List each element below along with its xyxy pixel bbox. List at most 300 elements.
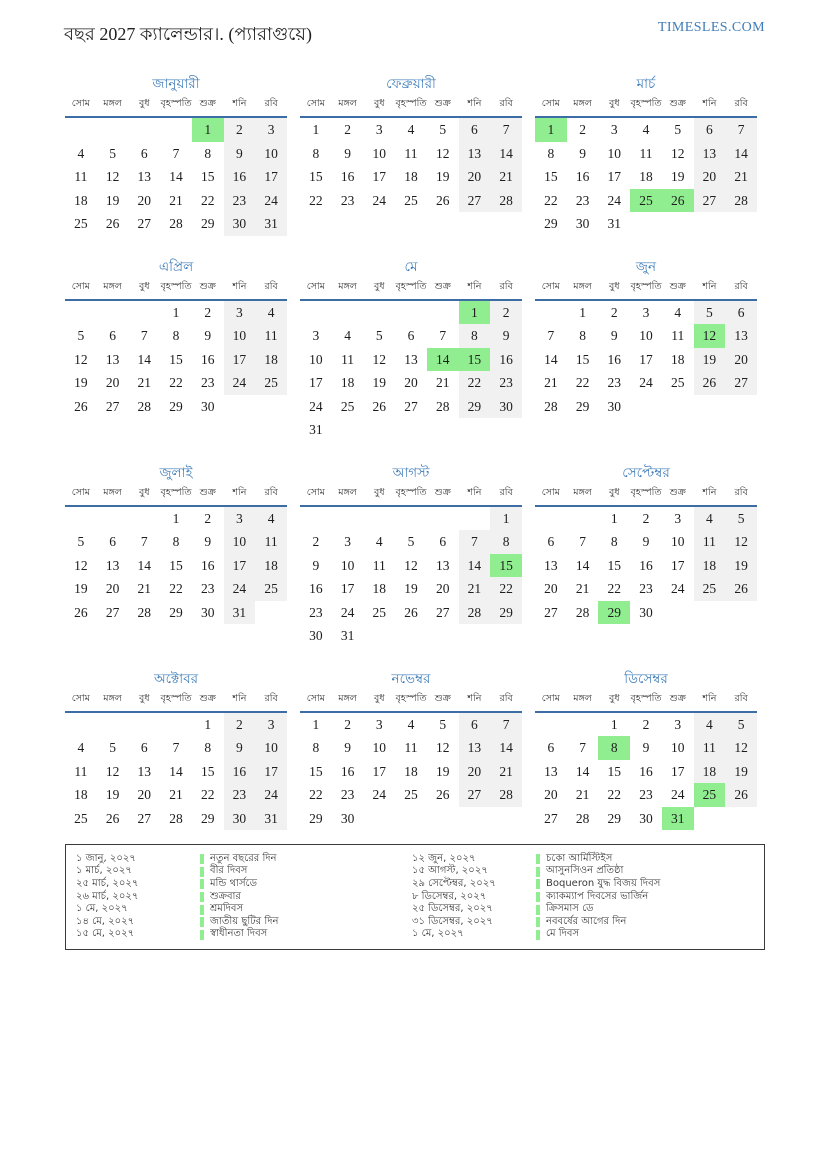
day-cell: 4 bbox=[255, 301, 287, 325]
day-cell: 31 bbox=[255, 212, 287, 236]
day-cell: 16 bbox=[639, 763, 653, 779]
month-7 bbox=[65, 462, 287, 648]
legend-date: ৮ ডিসেম্বর, ২০২৭ bbox=[412, 890, 487, 902]
weekday-label: শনি bbox=[232, 98, 247, 109]
day-cell: 5 bbox=[407, 534, 415, 549]
empty-cell bbox=[694, 807, 726, 831]
day-cell: 15 bbox=[607, 557, 622, 573]
day-cell: 20 bbox=[137, 787, 152, 802]
day-cell: 7 bbox=[579, 534, 586, 549]
day-cell: 7 bbox=[140, 534, 148, 549]
day-cell: 6 bbox=[140, 145, 148, 161]
legend-name: জাতীয় ছুটির দিন bbox=[210, 915, 279, 927]
weekday-label: মঙ্গল bbox=[103, 98, 122, 109]
legend-date: ১ মে, ২০২৭ bbox=[76, 903, 128, 915]
day-cell: 1 bbox=[535, 118, 567, 142]
month-9 bbox=[535, 462, 757, 648]
day-cell: 31 bbox=[224, 601, 256, 625]
day-cell: 8 bbox=[204, 740, 212, 755]
weekday-label: বৃহস্পতি bbox=[160, 98, 192, 109]
day-cell: 25 bbox=[74, 216, 88, 231]
legend-name: ক্রিসমাস ডে bbox=[546, 903, 594, 915]
empty-cell bbox=[694, 601, 726, 625]
weekday-label: সোম bbox=[71, 486, 90, 498]
day-cell: 17 bbox=[639, 351, 653, 367]
weekday-label: সোম bbox=[541, 98, 560, 109]
day-cell: 17 bbox=[372, 169, 387, 184]
weekday-label: সোম bbox=[541, 280, 560, 292]
day-cell: 21 bbox=[725, 165, 757, 189]
day-cell: 5 bbox=[375, 328, 383, 343]
month-2 bbox=[300, 73, 522, 236]
day-cell: 5 bbox=[77, 534, 85, 549]
day-cell: 7 bbox=[547, 328, 555, 343]
weekday-label: বৃহস্পতি bbox=[160, 486, 192, 498]
day-cell: 18 bbox=[74, 192, 88, 208]
empty-cell bbox=[97, 713, 129, 737]
weekday-label: রবি bbox=[499, 98, 513, 109]
day-cell: 23 bbox=[575, 192, 590, 208]
legend-name: চকো আর্মিস্টিইস bbox=[546, 852, 613, 864]
day-cell: 10 bbox=[670, 534, 685, 549]
empty-cell bbox=[128, 118, 160, 142]
day-cell: 19 bbox=[74, 375, 88, 390]
day-cell: 12 bbox=[105, 169, 120, 184]
weekday-label: বুধ bbox=[138, 280, 150, 292]
day-cell: 28 bbox=[575, 604, 590, 620]
empty-cell bbox=[490, 418, 522, 442]
day-grid bbox=[535, 301, 757, 419]
day-cell: 3 bbox=[344, 534, 351, 549]
day-cell: 9 bbox=[224, 736, 256, 760]
day-cell: 1 bbox=[312, 122, 320, 137]
day-cell: 8 bbox=[172, 534, 180, 549]
day-cell: 24 bbox=[224, 577, 256, 601]
month-10 bbox=[65, 668, 287, 831]
empty-cell bbox=[694, 212, 726, 236]
day-cell: 22 bbox=[544, 192, 558, 208]
day-cell: 3 bbox=[375, 716, 383, 732]
weekday-label: রবি bbox=[499, 486, 513, 498]
day-cell: 4 bbox=[407, 716, 415, 732]
day-cell: 21 bbox=[137, 581, 152, 596]
month-12 bbox=[535, 668, 757, 831]
day-cell: 29 bbox=[544, 216, 558, 231]
legend-date: ১৫ মে, ২০২৭ bbox=[76, 928, 135, 940]
day-cell: 16 bbox=[340, 763, 355, 779]
weekday-label: মঙ্গল bbox=[338, 486, 357, 498]
day-cell: 23 bbox=[490, 371, 522, 395]
weekday-label: সোম bbox=[71, 280, 90, 292]
day-cell: 18 bbox=[694, 760, 726, 784]
day-cell: 17 bbox=[309, 375, 323, 390]
day-cell: 24 bbox=[670, 787, 685, 802]
holiday-marker-icon bbox=[536, 930, 540, 940]
day-cell: 27 bbox=[725, 371, 757, 395]
day-cell: 29 bbox=[598, 601, 630, 625]
day-cell: 16 bbox=[639, 557, 653, 573]
empty-cell bbox=[255, 601, 287, 625]
legend-name: শুক্রবার bbox=[210, 890, 241, 902]
weekday-header-row bbox=[535, 280, 757, 301]
day-cell: 8 bbox=[172, 328, 180, 343]
day-cell: 2 bbox=[224, 118, 256, 142]
day-cell: 20 bbox=[435, 581, 450, 596]
month-1 bbox=[65, 73, 287, 236]
day-cell: 19 bbox=[105, 787, 120, 802]
weekday-header-row bbox=[65, 280, 287, 301]
weekday-header-row bbox=[535, 692, 757, 713]
empty-cell bbox=[97, 507, 129, 531]
day-cell: 21 bbox=[575, 787, 590, 802]
empty-cell bbox=[363, 807, 395, 831]
day-cell: 11 bbox=[255, 324, 287, 348]
day-cell: 31 bbox=[309, 422, 323, 437]
day-cell: 11 bbox=[671, 328, 685, 343]
weekday-label: মঙ্গল bbox=[338, 692, 357, 704]
day-cell: 20 bbox=[459, 165, 491, 189]
day-cell: 13 bbox=[459, 736, 491, 760]
day-cell: 14 bbox=[137, 351, 152, 367]
day-cell: 2 bbox=[312, 534, 320, 549]
empty-cell bbox=[128, 301, 160, 325]
day-cell: 26 bbox=[725, 577, 757, 601]
day-cell: 11 bbox=[694, 530, 726, 554]
day-cell: 26 bbox=[662, 189, 694, 213]
day-cell: 6 bbox=[694, 118, 726, 142]
month-title: ফেব্রুয়ারী bbox=[386, 76, 436, 92]
day-cell: 16 bbox=[224, 760, 256, 784]
legend-name: নতুন বছরের দিন bbox=[210, 852, 277, 864]
legend-name: Boqueron যুদ্ধ বিজয় দিবস bbox=[546, 877, 661, 889]
weekday-header-row bbox=[65, 692, 287, 713]
empty-cell bbox=[160, 713, 192, 737]
weekday-label: মঙ্গল bbox=[338, 280, 357, 292]
empty-cell bbox=[300, 301, 332, 325]
weekday-label: সোম bbox=[306, 692, 325, 704]
legend-date: ১ জানু, ২০২৭ bbox=[76, 852, 136, 864]
legend-date: ১২ জুন, ২০২৭ bbox=[412, 852, 476, 864]
day-cell: 25 bbox=[694, 577, 726, 601]
day-cell: 23 bbox=[200, 581, 215, 596]
day-cell: 10 bbox=[607, 145, 622, 161]
day-cell: 1 bbox=[579, 304, 586, 320]
month-6 bbox=[535, 256, 757, 442]
day-cell: 10 bbox=[670, 740, 685, 755]
empty-cell bbox=[630, 395, 662, 419]
day-cell: 10 bbox=[639, 328, 653, 343]
day-cell: 2 bbox=[579, 122, 586, 137]
weekday-label: শুক্র bbox=[434, 280, 451, 292]
month-3 bbox=[535, 73, 757, 236]
weekday-label: রবি bbox=[499, 280, 513, 292]
day-cell: 28 bbox=[169, 216, 183, 231]
day-cell: 12 bbox=[435, 740, 450, 755]
day-cell: 3 bbox=[312, 328, 320, 343]
empty-cell bbox=[65, 301, 97, 325]
day-cell: 29 bbox=[169, 398, 183, 414]
weekday-label: বৃহস্পতি bbox=[395, 98, 427, 109]
day-cell: 26 bbox=[404, 604, 418, 620]
weekday-label: বৃহস্পতি bbox=[160, 280, 192, 292]
day-cell: 16 bbox=[607, 351, 622, 367]
weekday-label: বুধ bbox=[138, 486, 150, 498]
day-cell: 16 bbox=[200, 557, 215, 573]
weekday-label: শুক্র bbox=[434, 692, 451, 704]
day-cell: 27 bbox=[694, 189, 726, 213]
day-cell: 13 bbox=[137, 169, 152, 184]
day-cell: 23 bbox=[639, 787, 653, 802]
day-cell: 22 bbox=[169, 375, 183, 390]
day-cell: 4 bbox=[642, 122, 650, 137]
day-cell: 13 bbox=[544, 763, 558, 779]
weekday-label: শুক্র bbox=[669, 98, 686, 109]
legend-date: ১ মে, ২০২৭ bbox=[412, 928, 464, 940]
empty-cell bbox=[363, 301, 395, 325]
empty-cell bbox=[459, 807, 491, 831]
empty-cell bbox=[363, 418, 395, 442]
day-cell: 21 bbox=[490, 760, 522, 784]
day-cell: 25 bbox=[630, 189, 662, 213]
day-cell: 6 bbox=[407, 328, 415, 343]
weekday-label: বৃহস্পতি bbox=[160, 692, 192, 704]
day-grid bbox=[300, 713, 522, 831]
day-cell: 29 bbox=[200, 216, 215, 231]
legend-date: ২৯ সেপ্টেম্বর, ২০২৭ bbox=[412, 877, 496, 889]
day-cell: 14 bbox=[725, 142, 757, 166]
day-cell: 10 bbox=[255, 142, 287, 166]
weekday-label: শুক্র bbox=[199, 280, 216, 292]
day-cell: 13 bbox=[105, 557, 120, 573]
weekday-header-row bbox=[300, 486, 522, 507]
day-cell: 22 bbox=[459, 371, 491, 395]
day-cell: 4 bbox=[77, 740, 85, 755]
weekday-label: রবি bbox=[264, 98, 278, 109]
day-cell: 19 bbox=[435, 169, 450, 184]
day-cell: 20 bbox=[105, 375, 120, 390]
day-cell: 28 bbox=[137, 604, 152, 620]
day-cell: 17 bbox=[607, 169, 622, 184]
day-cell: 18 bbox=[340, 375, 355, 390]
day-cell: 16 bbox=[340, 169, 355, 184]
day-cell: 16 bbox=[309, 581, 323, 596]
day-cell: 30 bbox=[639, 810, 653, 826]
day-cell: 4 bbox=[255, 507, 287, 531]
day-cell: 10 bbox=[255, 736, 287, 760]
day-cell: 9 bbox=[490, 324, 522, 348]
month-title: আগস্ট bbox=[392, 464, 430, 481]
empty-cell bbox=[725, 395, 757, 419]
day-grid bbox=[65, 301, 287, 419]
day-cell: 22 bbox=[575, 375, 590, 390]
day-cell: 30 bbox=[575, 216, 590, 231]
day-cell: 8 bbox=[490, 530, 522, 554]
day-cell: 29 bbox=[607, 810, 622, 826]
weekday-label: শনি bbox=[702, 280, 717, 292]
empty-cell bbox=[567, 507, 599, 531]
day-cell: 9 bbox=[642, 740, 650, 755]
day-cell: 8 bbox=[598, 736, 630, 760]
legend-name: নববর্ষের আগের দিন bbox=[546, 915, 627, 927]
day-cell: 4 bbox=[77, 145, 85, 161]
day-cell: 5 bbox=[674, 122, 682, 137]
day-cell: 19 bbox=[404, 581, 418, 596]
day-cell: 14 bbox=[427, 348, 459, 372]
day-cell: 2 bbox=[204, 304, 212, 320]
day-cell: 4 bbox=[344, 328, 351, 343]
day-cell: 10 bbox=[340, 557, 355, 573]
day-cell: 6 bbox=[109, 328, 116, 343]
month-title: এপ্রিল bbox=[158, 258, 194, 275]
day-cell: 18 bbox=[639, 169, 653, 184]
day-cell: 15 bbox=[459, 348, 491, 372]
day-cell: 31 bbox=[340, 628, 355, 643]
day-cell: 6 bbox=[109, 534, 116, 549]
day-cell: 17 bbox=[224, 348, 256, 372]
month-title: মে bbox=[404, 258, 418, 275]
day-cell: 28 bbox=[490, 189, 522, 213]
weekday-label: বুধ bbox=[138, 692, 150, 704]
day-grid bbox=[300, 507, 522, 648]
day-cell: 22 bbox=[490, 577, 522, 601]
day-cell: 12 bbox=[435, 145, 450, 161]
empty-cell bbox=[160, 118, 192, 142]
day-cell: 3 bbox=[674, 716, 682, 732]
empty-cell bbox=[535, 507, 567, 531]
day-grid bbox=[65, 118, 287, 236]
weekday-label: শনি bbox=[232, 280, 247, 292]
day-cell: 14 bbox=[490, 142, 522, 166]
empty-cell bbox=[490, 624, 522, 648]
day-cell: 15 bbox=[544, 169, 558, 184]
day-cell: 29 bbox=[575, 398, 590, 414]
day-cell: 21 bbox=[575, 581, 590, 596]
day-cell: 25 bbox=[255, 371, 287, 395]
day-cell: 7 bbox=[140, 328, 148, 343]
empty-cell bbox=[363, 624, 395, 648]
day-cell: 30 bbox=[309, 628, 323, 643]
weekday-header-row bbox=[65, 97, 287, 118]
day-cell: 19 bbox=[435, 763, 450, 779]
day-cell: 28 bbox=[544, 398, 558, 414]
weekday-label: সোম bbox=[306, 280, 325, 292]
day-cell: 19 bbox=[694, 348, 726, 372]
day-cell: 24 bbox=[607, 192, 622, 208]
day-cell: 30 bbox=[224, 807, 256, 831]
weekday-label: সোম bbox=[306, 486, 325, 498]
weekday-label: বৃহস্পতি bbox=[395, 692, 427, 704]
day-cell: 25 bbox=[404, 192, 418, 208]
day-cell: 11 bbox=[255, 530, 287, 554]
day-cell: 13 bbox=[105, 351, 120, 367]
day-cell: 20 bbox=[725, 348, 757, 372]
day-cell: 8 bbox=[610, 534, 618, 549]
day-grid bbox=[300, 301, 522, 442]
site-link[interactable]: TIMESLES.COM bbox=[657, 20, 765, 35]
weekday-label: রবি bbox=[264, 692, 278, 704]
day-cell: 12 bbox=[372, 351, 387, 367]
day-cell: 13 bbox=[694, 142, 726, 166]
weekday-label: বুধ bbox=[373, 692, 385, 704]
day-cell: 28 bbox=[725, 189, 757, 213]
month-5 bbox=[300, 256, 522, 442]
day-cell: 3 bbox=[642, 304, 650, 320]
empty-cell bbox=[97, 118, 129, 142]
day-cell: 24 bbox=[255, 783, 287, 807]
weekday-header-row bbox=[535, 486, 757, 507]
empty-cell bbox=[459, 418, 491, 442]
day-cell: 9 bbox=[642, 534, 650, 549]
day-cell: 11 bbox=[74, 169, 88, 184]
day-cell: 2 bbox=[642, 510, 650, 526]
page-title: বছর 2027 ক্যালেন্ডার।. (প্যারাগুয়ে) bbox=[64, 24, 313, 44]
day-cell: 17 bbox=[670, 763, 685, 779]
month-title: মার্চ bbox=[636, 76, 656, 92]
day-cell: 23 bbox=[340, 787, 355, 802]
weekday-label: শনি bbox=[467, 486, 482, 498]
legend-name: মে দিবস bbox=[546, 928, 580, 940]
day-cell: 28 bbox=[490, 783, 522, 807]
weekday-label: রবি bbox=[264, 486, 278, 498]
day-cell: 14 bbox=[575, 763, 590, 779]
legend-name: বীর দিবস bbox=[210, 865, 248, 877]
weekday-label: শুক্র bbox=[199, 692, 216, 704]
day-cell: 1 bbox=[490, 507, 522, 531]
day-cell: 24 bbox=[340, 604, 355, 620]
empty-cell bbox=[395, 507, 427, 531]
day-cell: 29 bbox=[169, 604, 183, 620]
day-cell: 27 bbox=[459, 783, 491, 807]
day-cell: 6 bbox=[725, 301, 757, 325]
legend-date: ২৫ ডিসেম্বর, ২০২৭ bbox=[412, 903, 493, 915]
weekday-label: রবি bbox=[264, 280, 278, 292]
day-cell: 21 bbox=[137, 375, 152, 390]
day-cell: 12 bbox=[74, 351, 88, 367]
day-cell: 23 bbox=[607, 375, 622, 390]
day-cell: 26 bbox=[435, 192, 450, 208]
day-cell: 7 bbox=[172, 740, 180, 755]
day-cell: 30 bbox=[607, 398, 622, 414]
weekday-label: রবি bbox=[499, 692, 513, 704]
day-cell: 21 bbox=[169, 787, 183, 802]
day-cell: 19 bbox=[670, 169, 685, 184]
day-cell: 28 bbox=[459, 601, 491, 625]
day-cell: 9 bbox=[344, 740, 351, 755]
day-cell: 1 bbox=[172, 510, 180, 526]
day-cell: 20 bbox=[544, 581, 558, 596]
day-cell: 10 bbox=[372, 740, 387, 755]
day-cell: 23 bbox=[224, 783, 256, 807]
empty-cell bbox=[65, 118, 97, 142]
day-cell: 14 bbox=[490, 736, 522, 760]
empty-cell bbox=[725, 807, 757, 831]
day-cell: 17 bbox=[670, 557, 685, 573]
day-cell: 30 bbox=[200, 398, 215, 414]
day-cell: 9 bbox=[312, 557, 320, 573]
day-cell: 11 bbox=[639, 145, 653, 161]
day-cell: 16 bbox=[224, 165, 256, 189]
empty-cell bbox=[427, 301, 459, 325]
empty-cell bbox=[427, 807, 459, 831]
legend-name: মন্ডি থার্সডে bbox=[210, 877, 257, 889]
day-cell: 1 bbox=[312, 716, 320, 732]
day-cell: 19 bbox=[74, 581, 88, 596]
day-cell: 24 bbox=[224, 371, 256, 395]
weekday-label: রবি bbox=[734, 280, 748, 292]
day-cell: 26 bbox=[725, 783, 757, 807]
empty-cell bbox=[332, 418, 364, 442]
day-cell: 3 bbox=[255, 118, 287, 142]
